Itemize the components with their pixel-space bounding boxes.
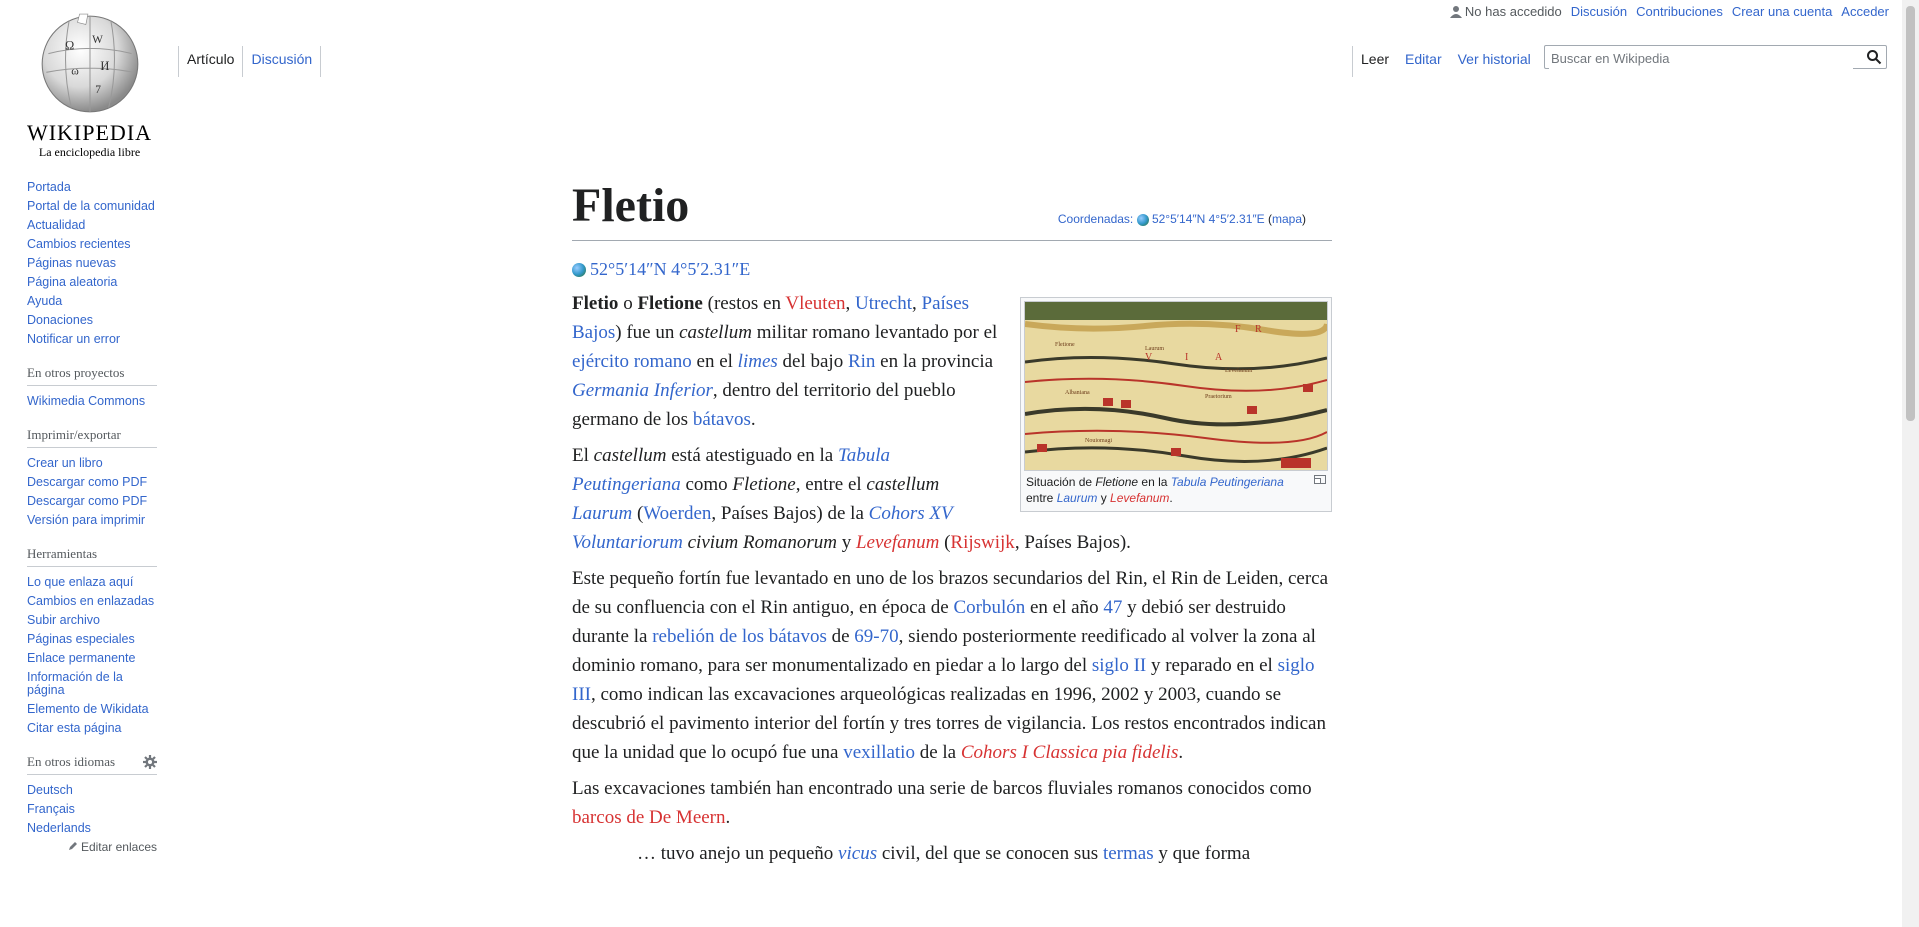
sidebar-item-portal-comunidad[interactable]: Portal de la comunidad — [27, 199, 155, 213]
link-rin[interactable]: Rin — [847, 351, 876, 372]
svg-text:V: V — [1145, 352, 1153, 363]
paragraph-3 — [572, 564, 1332, 767]
sidebar — [27, 178, 157, 854]
gear-icon[interactable] — [143, 755, 157, 769]
text: del bajo — [777, 351, 848, 372]
bold-term: Fletione — [637, 293, 703, 314]
text: Las excavaciones también han encontrado una serie de barcos fluviales romanos conocidos como — [572, 778, 1312, 799]
sidebar-item-elemento-wikidata[interactable]: Elemento de Wikidata — [27, 702, 149, 716]
sidebar-item-cambios-recientes[interactable]: Cambios recientes — [27, 237, 131, 251]
title-coordinates: Coordenadas: 52°5′14″N 4°5′2.31″E (mapa) — [1057, 212, 1306, 226]
svg-text:И: И — [99, 59, 109, 74]
tab-read[interactable]: Leer — [1352, 46, 1397, 77]
contributions-link[interactable]: Contribuciones — [1636, 4, 1723, 19]
link-levefanum[interactable]: Levefanum — [855, 532, 940, 553]
text: Este pequeño fortín fue levantado en uno de los brazos secundarios del Rin, el Rin de Leiden, cerca de su confluencia con el Rin antiguo, en época de — [572, 568, 1329, 618]
pencil-icon — [68, 841, 78, 851]
sidebar-other-projects — [27, 365, 157, 411]
text: en el año — [1025, 597, 1104, 618]
text: . — [725, 807, 731, 828]
sidebar-item-portada[interactable]: Portada — [27, 180, 71, 194]
link-vicus[interactable]: vicus — [838, 843, 878, 864]
edit-links-label: Editar enlaces — [80, 840, 157, 854]
coord-value-link[interactable]: 52°5′14″N 4°5′2.31″E — [1151, 212, 1265, 226]
link-ejercito-romano[interactable]: ejército romano — [572, 351, 692, 372]
text: ) fue un — [615, 322, 680, 343]
sidebar-item-subir-archivo[interactable]: Subir archivo — [27, 613, 100, 627]
sidebar-item-informacion-pagina[interactable]: Información de la página — [27, 670, 123, 697]
enlarge-icon[interactable] — [1314, 475, 1326, 484]
language-link-deutsch[interactable]: Deutsch — [27, 783, 73, 797]
login-link[interactable]: Acceder — [1841, 4, 1889, 19]
wikipedia-globe-icon — [38, 12, 142, 116]
coord-label[interactable]: Coordenadas: — [1057, 212, 1134, 226]
caption-link-tabula[interactable]: Tabula Peutingeriana — [1170, 475, 1284, 489]
link-69-70[interactable]: 69-70 — [854, 626, 899, 647]
user-icon — [1450, 5, 1462, 18]
sidebar-heading: Herramientas — [27, 546, 157, 567]
sidebar-item-notificar-error[interactable]: Notificar un error — [27, 332, 121, 346]
wikipedia-wordmark: WIKIPEDIA — [26, 120, 153, 145]
sidebar-item-enlace-permanente[interactable]: Enlace permanente — [27, 651, 136, 665]
text: , Países Bajos) de la — [711, 503, 869, 524]
article-content — [572, 172, 1332, 875]
map-link[interactable]: mapa — [1271, 212, 1302, 226]
text: militar romano levantado por el — [751, 322, 998, 343]
wikipedia-logo[interactable] — [22, 12, 157, 159]
text: o — [618, 293, 638, 314]
italic-term: civium Romanorum — [682, 532, 837, 553]
sidebar-item-cambios-enlazadas[interactable]: Cambios en enlazadas — [27, 594, 155, 608]
sidebar-languages — [27, 754, 157, 854]
globe-icon — [1137, 214, 1149, 226]
paragraph-5 — [572, 839, 1332, 868]
bold-term: Fletio — [572, 293, 619, 314]
not-logged-in-label: No has accedido — [1464, 4, 1562, 19]
text: , — [912, 293, 922, 314]
svg-text:7: 7 — [94, 84, 101, 97]
wikipedia-tagline: La enciclopedia libre — [38, 145, 141, 159]
tabula-peutingeriana-image[interactable] — [1024, 301, 1328, 471]
caption-text: Situación de — [1026, 475, 1096, 489]
globe-icon — [572, 263, 586, 277]
text: de la — [914, 742, 961, 763]
text: , Países Bajos). — [1014, 532, 1131, 553]
personal-tools — [1441, 4, 1889, 19]
link-47[interactable]: 47 — [1103, 597, 1123, 618]
text: . — [750, 409, 756, 430]
text: y — [836, 532, 856, 553]
svg-text:W: W — [91, 34, 103, 47]
inline-coord-link[interactable]: 52°5′14″N 4°5′2.31″E — [590, 259, 751, 279]
caption-italic: Fletione — [1095, 475, 1139, 489]
link-rijswijk[interactable]: Rijswijk — [950, 532, 1015, 553]
text: está atestiguado en la — [666, 445, 838, 466]
svg-text:Nouiomagi: Nouiomagi — [1085, 438, 1112, 444]
caption-text: entre — [1026, 491, 1057, 505]
thumbnail-caption — [1024, 471, 1328, 508]
edit-links[interactable] — [27, 840, 157, 854]
text: y reparado en el — [1146, 655, 1278, 676]
link-batavos[interactable]: bátavos — [692, 409, 751, 430]
svg-text:A: A — [1215, 352, 1223, 363]
text: en el — [691, 351, 738, 372]
sidebar-item-paginas-nuevas[interactable]: Páginas nuevas — [27, 256, 116, 270]
link-limes[interactable]: limes — [737, 351, 778, 372]
text: . — [1178, 742, 1184, 763]
view-tabs — [1352, 46, 1539, 77]
paragraph-4 — [572, 774, 1332, 832]
svg-text:I: I — [1185, 352, 1189, 363]
text: , siendo posteriormente reedificado al volver la zona al dominio romano, para ser monumentalizado en piedar a lo largo del — [572, 626, 1316, 676]
sidebar-item-lo-que-enlaza[interactable]: Lo que enlaza aquí — [27, 575, 134, 589]
link-rebelion-batavos[interactable]: rebelión de los bátavos — [652, 626, 827, 647]
sidebar-item-ayuda[interactable]: Ayuda — [27, 294, 63, 308]
tab-history[interactable]: Ver historial — [1457, 51, 1531, 67]
text: (restos en — [702, 293, 786, 314]
text: El — [572, 445, 594, 466]
svg-text:F: F — [1235, 324, 1241, 335]
caption-link-levefanum[interactable]: Levefanum — [1110, 491, 1170, 505]
user-talk-link[interactable]: Discusión — [1570, 4, 1628, 19]
text: , — [845, 293, 856, 314]
sidebar-item-pagina-aleatoria[interactable]: Página aleatoria — [27, 275, 118, 289]
sidebar-heading: En otros proyectos — [27, 365, 157, 386]
sidebar-item-citar-pagina[interactable]: Citar esta página — [27, 721, 122, 735]
text: de — [826, 626, 855, 647]
tab-discussion[interactable]: Discusión — [242, 46, 321, 77]
sidebar-item-paginas-especiales[interactable]: Páginas especiales — [27, 632, 135, 646]
scrollbar[interactable] — [1902, 0, 1919, 927]
sidebar-item-descargar-pdf-2[interactable]: Descargar como PDF — [27, 494, 148, 508]
sidebar-item-crear-libro[interactable]: Crear un libro — [27, 456, 103, 470]
caption-text: . — [1169, 491, 1173, 505]
link-siglo-ii[interactable]: siglo II — [1091, 655, 1147, 676]
text: civil, del que se conocen sus — [877, 843, 1103, 864]
italic-term: castellum — [679, 322, 752, 343]
svg-text:Laurum: Laurum — [1145, 346, 1164, 352]
link-corbulon[interactable]: Corbulón — [953, 597, 1026, 618]
sidebar-tools — [27, 546, 157, 738]
scrollbar-thumb[interactable] — [1906, 6, 1915, 421]
language-link-nederlands[interactable]: Nederlands — [27, 821, 91, 835]
italic-term: castellum — [866, 474, 940, 495]
create-account-link[interactable]: Crear una cuenta — [1731, 4, 1833, 19]
text: y que forma — [1153, 843, 1251, 864]
italic-term: castellum — [593, 445, 667, 466]
text: en la provincia — [875, 351, 994, 372]
link-cohors-xv[interactable]: Cohors XV Voluntariorum — [572, 503, 953, 553]
link-vleuten[interactable]: Vleuten — [785, 293, 846, 314]
caption-text: en la — [1138, 475, 1171, 489]
thumbnail-figure — [1020, 297, 1332, 512]
svg-text:ω: ω — [70, 65, 79, 78]
italic-term: Fletione — [732, 474, 796, 495]
text: ( — [939, 532, 951, 553]
text: como — [680, 474, 733, 495]
text: … tuvo anejo un pequeño — [637, 843, 839, 864]
svg-text:Fletione: Fletione — [1055, 342, 1075, 348]
language-link-francais[interactable]: Français — [27, 802, 75, 816]
link-cohors-i-classica[interactable]: Cohors I Classica pia fidelis — [960, 742, 1179, 763]
link-laurum[interactable]: Laurum — [572, 503, 633, 524]
link-vexillatio[interactable]: vexillatio — [843, 742, 915, 763]
link-termas[interactable]: termas — [1102, 843, 1154, 864]
link-paises-bajos[interactable]: Países Bajos — [572, 293, 970, 343]
sidebar-item-wikimedia-commons[interactable]: Wikimedia Commons — [27, 394, 146, 408]
namespace-tabs — [178, 46, 321, 77]
caption-text: y — [1097, 491, 1111, 505]
link-tabula-peutingeriana[interactable]: Tabula Peutingeriana — [572, 445, 891, 495]
link-siglo-iii[interactable]: siglo III — [572, 655, 1315, 705]
tab-edit[interactable]: Editar — [1405, 51, 1442, 67]
text: , dentro del territorio del pueblo germano de los — [572, 380, 956, 430]
link-woerden[interactable]: Woerden — [643, 503, 712, 524]
svg-text:Albaniana: Albaniana — [1065, 390, 1090, 396]
search-icon[interactable] — [1866, 49, 1882, 65]
sidebar-heading: Imprimir/exportar — [27, 427, 157, 448]
inline-coordinates — [572, 259, 1332, 280]
tab-article[interactable]: Artículo — [178, 46, 242, 77]
sidebar-item-actualidad[interactable]: Actualidad — [27, 218, 86, 232]
sidebar-item-descargar-pdf[interactable]: Descargar como PDF — [27, 475, 148, 489]
page-title: Fletio — [572, 172, 1332, 241]
text: , entre el — [795, 474, 867, 495]
link-utrecht[interactable]: Utrecht — [855, 293, 913, 314]
link-barcos-de-meern[interactable]: barcos de De Meern — [572, 807, 726, 828]
text: y debió ser destruido durante la — [572, 597, 1286, 647]
link-germania-inferior[interactable]: Germania Inferior — [572, 380, 713, 401]
svg-text:Praetorium: Praetorium — [1205, 394, 1232, 400]
text: ( — [632, 503, 644, 524]
svg-text:Ω: Ω — [64, 38, 74, 53]
sidebar-heading: En otros idiomas — [27, 754, 116, 769]
sidebar-heading-languages — [27, 754, 157, 775]
search-input[interactable] — [1549, 47, 1853, 69]
sidebar-navigation — [27, 178, 157, 349]
sidebar-print-export — [27, 427, 157, 530]
sidebar-item-version-imprimir[interactable]: Versión para imprimir — [27, 513, 146, 527]
search-box — [1544, 45, 1887, 69]
sidebar-item-donaciones[interactable]: Donaciones — [27, 313, 94, 327]
svg-text:Levefanum: Levefanum — [1225, 368, 1253, 374]
article-body — [572, 289, 1332, 868]
text: , como indican las excavaciones arqueológicas realizadas en 1996, 2002 y 2003, cuando se descubrió el pavimento interior del fortín y tres torres de vigilancia. Los restos encontrados indican que la unidad que lo ocupó fue una — [572, 684, 1326, 763]
not-logged-in-status — [1450, 4, 1562, 19]
caption-link-laurum[interactable]: Laurum — [1056, 491, 1098, 505]
svg-text:R: R — [1255, 324, 1262, 335]
